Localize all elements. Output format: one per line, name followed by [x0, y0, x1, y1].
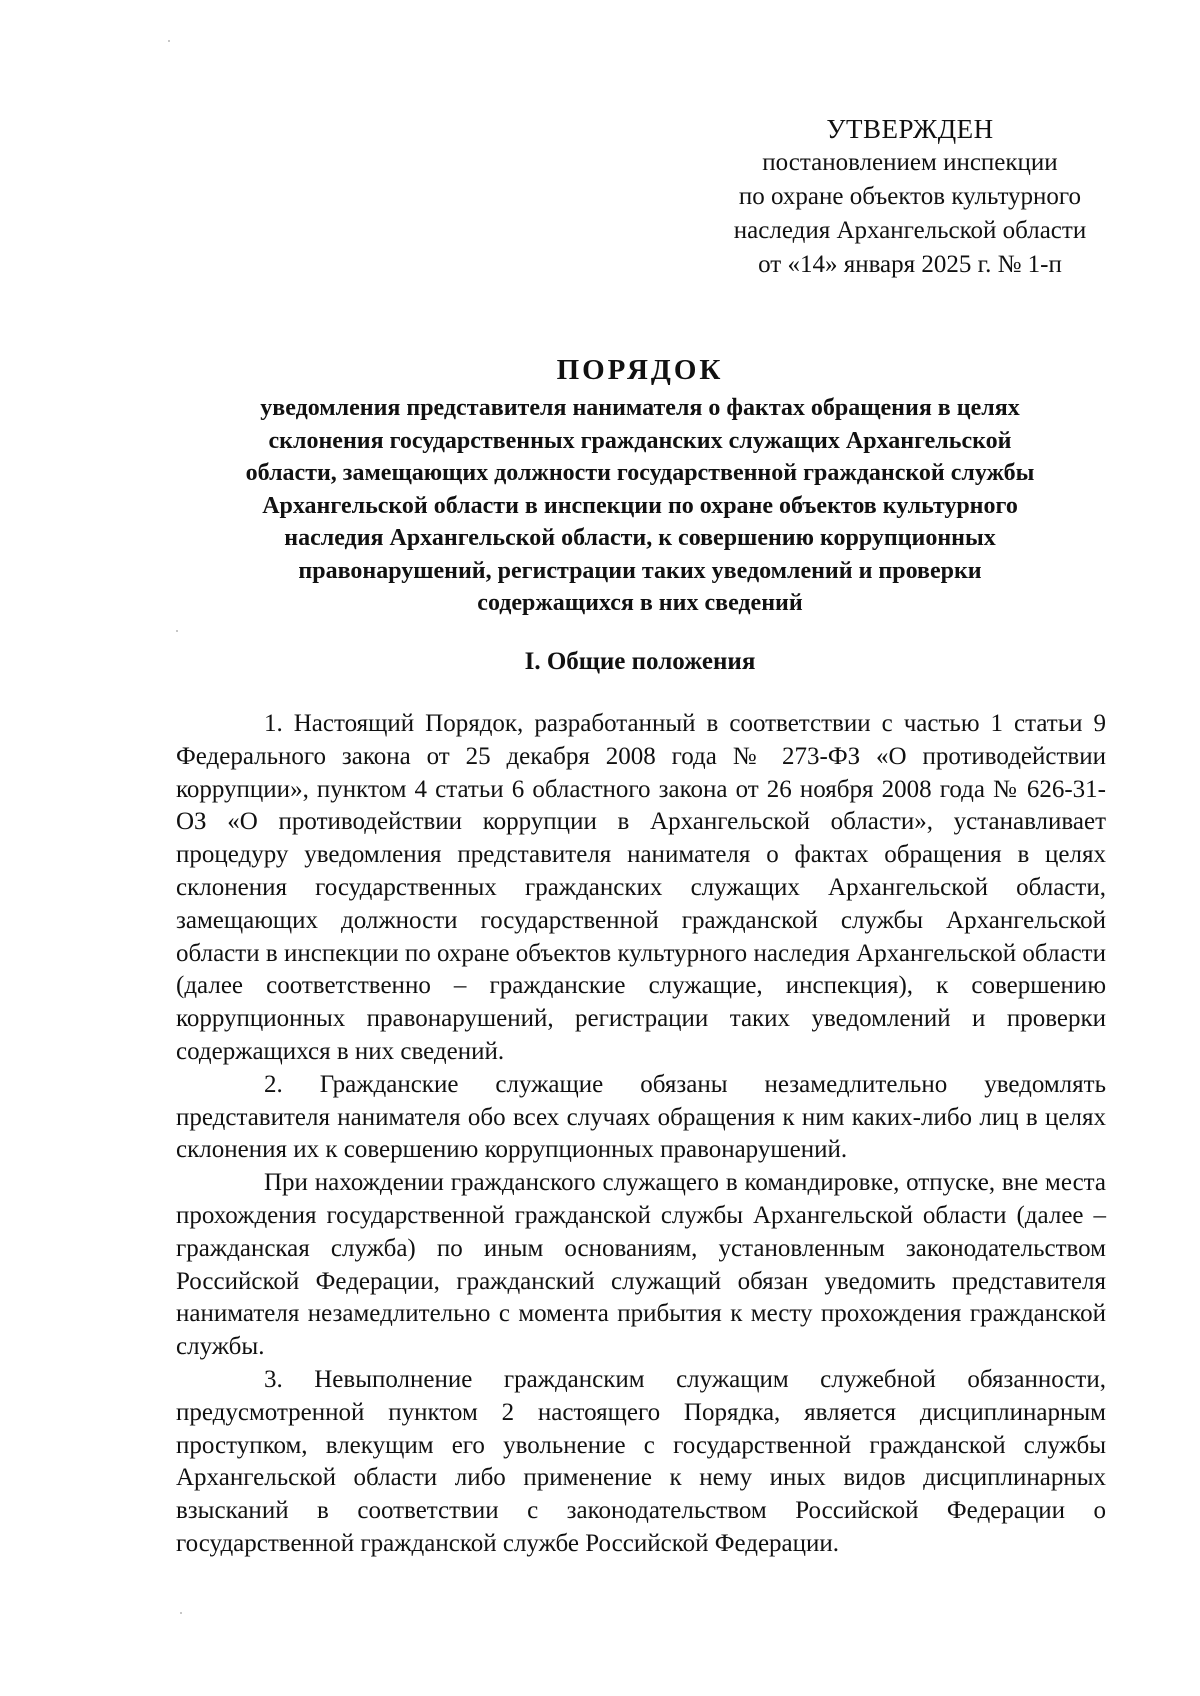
- subtitle-line: области, замещающих должности государственной гражданской службы: [245, 460, 1035, 486]
- scan-speck: [168, 40, 170, 42]
- approval-line: наследия Архангельской области: [733, 217, 1087, 244]
- approval-stamp: [690, 112, 1130, 282]
- subtitle-line: Архангельской области в инспекции по охране объектов культурного: [262, 492, 1018, 519]
- subtitle-line: наследия Архангельской области, к совершению коррупционных: [284, 525, 996, 551]
- scan-speck: [180, 1612, 182, 1614]
- paragraph-2: 2. Гражданские служащие обязаны незамедлительно уведомлять представителя нанимателя обо всех случаях обращения к ним каких-либо лиц в целях склонения их к совершению коррупционных правонарушений.: [176, 1070, 1106, 1164]
- subtitle-line: правонарушений, регистрации таких уведомлений и проверки: [298, 557, 982, 584]
- approval-title: УТВЕРЖДЕН: [826, 114, 994, 144]
- subtitle-line: склонения государственных гражданских служащих Архангельской: [268, 427, 1012, 454]
- subtitle-line: содержащихся в них сведений: [477, 590, 803, 616]
- approval-line: постановлением инспекции: [762, 149, 1058, 176]
- scan-speck: [176, 630, 178, 632]
- section-heading: I. Общие положения: [524, 648, 756, 675]
- document-title-block: [170, 350, 1110, 620]
- approval-line: по охране объектов культурного: [738, 183, 1082, 210]
- document-title: ПОРЯДОК: [556, 354, 724, 386]
- paragraph-3: 3. Невыполнение гражданским служащим служебной обязанности, предусмотренной пунктом 2 настоящего Порядка, является дисциплинарным проступком, влекущим его увольнение с государственной гражданской службы Архангельской области либо применение к нему иных видов дисциплинарных взысканий в соответствии с законодательством Российской Федерации о государственной гражданской службе Российской Федерации.: [176, 1365, 1106, 1557]
- paragraph-2-continuation: При нахождении гражданского служащего в командировке, отпуске, вне места прохождения государственной гражданской службы Архангельской области (далее – гражданская служба) по иным основаниям, установленным законодательством Российской Федерации, гражданский служащий обязан уведомить представителя нанимателя незамедлительно с момента прибытия к месту прохождения гражданской службы.: [176, 1169, 1106, 1361]
- subtitle-line: уведомления представителя нанимателя о фактах обращения в целях: [260, 395, 1020, 421]
- paragraph-1: 1. Настоящий Порядок, разработанный в соответствии с частью 1 статьи 9 Федерального закона от 25 декабря 2008 года № 273-ФЗ «О противодействии коррупции», пунктом 4 статьи 6 областного закона от 26 ноября 2008 года № 626-31-ОЗ «О противодействии коррупции в Архангельской области», устанавливает процедуру уведомления представителя нанимателя о фактах обращения в целях склонения государственных гражданских служащих Архангельской области, замещающих должности государственной гражданской службы Архангельской области в инспекции по охране объектов культурного наследия Архангельской области (далее соответственно – гражданские служащие, инспекция), к совершению коррупционных правонарушений, регистрации таких уведомлений и проверки содержащихся в них сведений.: [176, 710, 1106, 1065]
- section-body: [176, 708, 1106, 1561]
- approval-line: от «14» января 2025 г. № 1-п: [758, 251, 1062, 278]
- document-subtitle: [170, 392, 1110, 620]
